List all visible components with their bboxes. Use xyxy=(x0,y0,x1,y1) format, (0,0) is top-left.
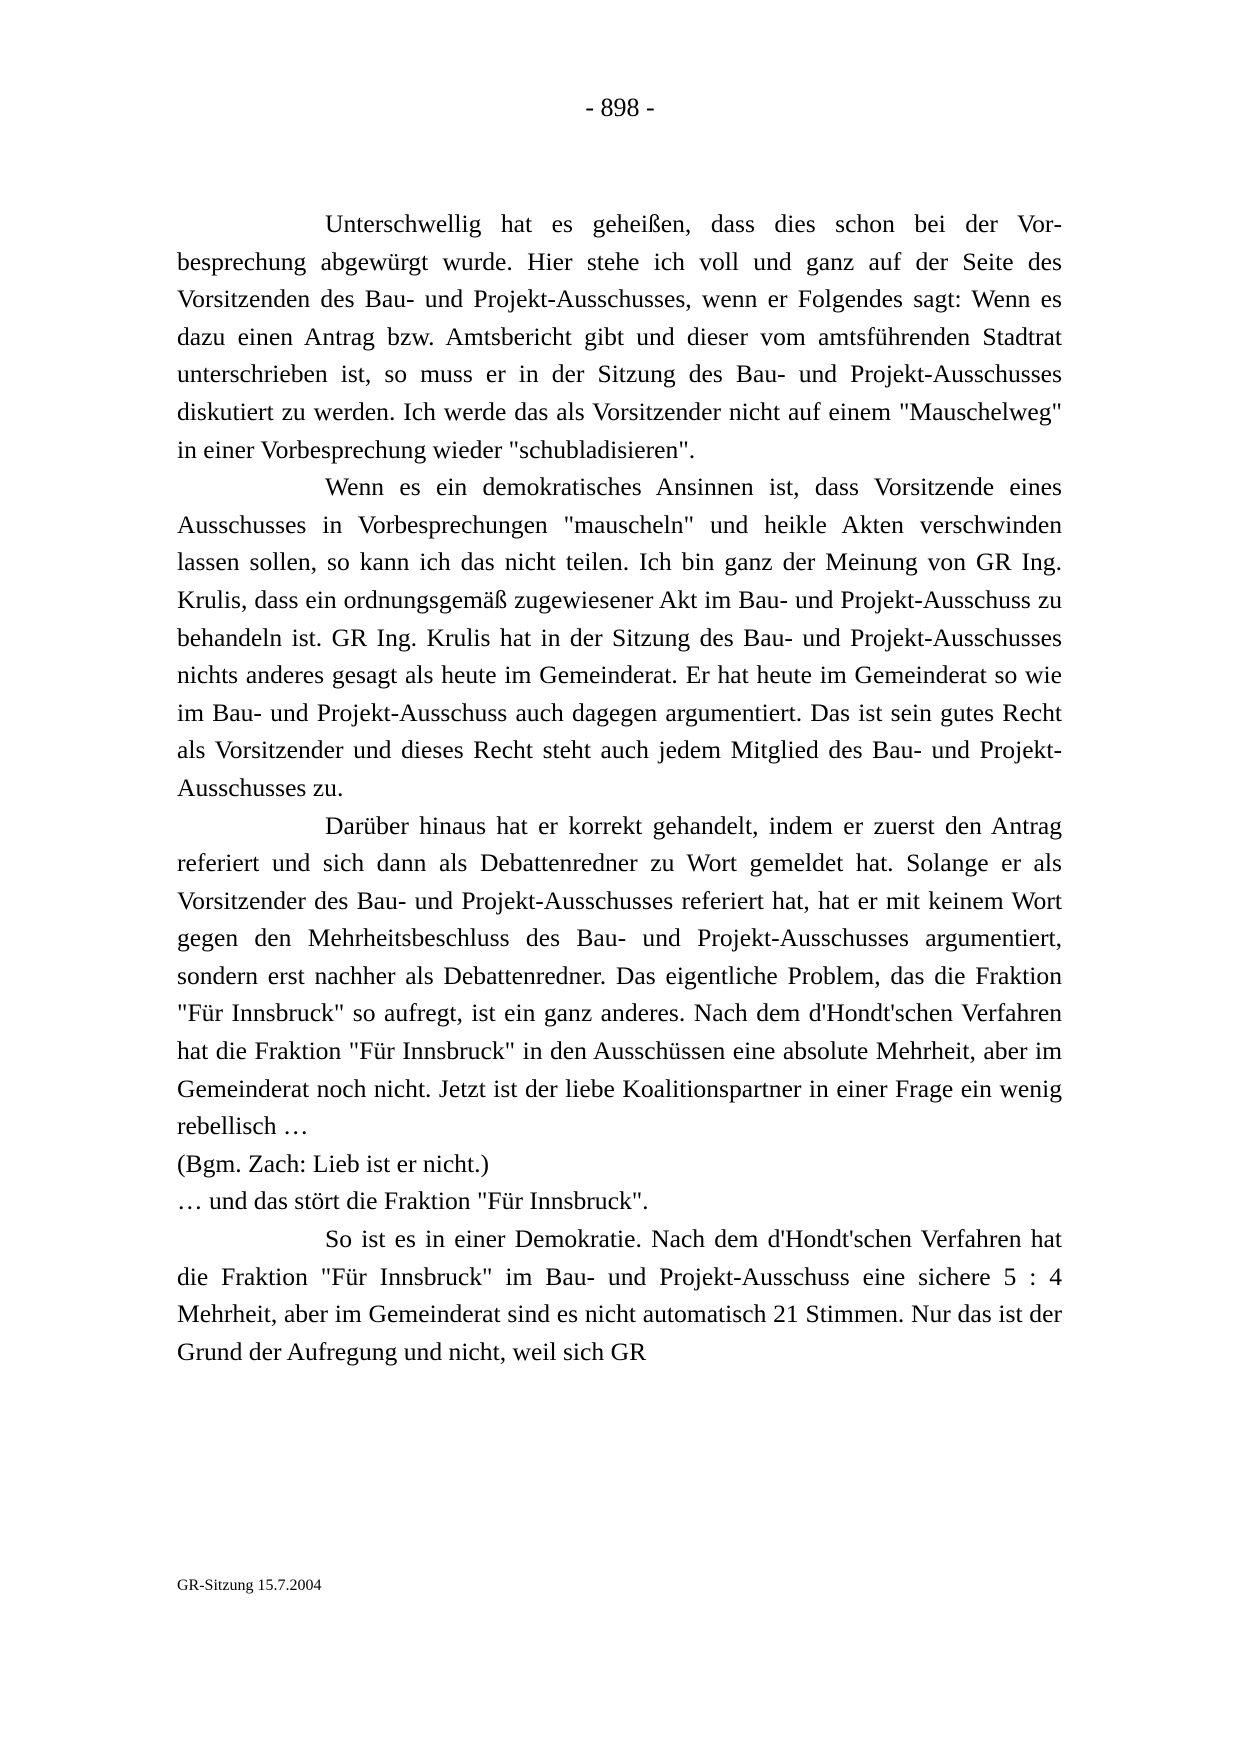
paragraph: Unterschwellig hat es geheißen, dass dies schon bei der Vorbesprechung abgewürgt wurde. Hier stehe ich voll und ganz auf der Seite des Vorsitzenden des Bau- und Projekt-Ausschusses, wenn er Folgendes sagt: Wenn es dazu einen Antrag bzw. Amtsbericht gibt und dieser vom amtsführenden Stadtrat unterschrieben ist, so muss er in der Sitzung des Bau- und Projekt-Ausschusses diskutiert zu werden. Ich werde das als Vorsitzender nicht auf einem "Mauschelweg" in einer Vorbesprechung wieder "schubladisieren". xyxy=(177,209,1062,464)
paragraph: Darüber hinaus hat er korrekt gehandelt, indem er zuerst den Antrag referiert und sich dann als Debattenredner zu Wort gemeldet hat. Solange er als Vorsitzender des Bau- und Projekt-Ausschusses referiert hat, hat er mit keinem Wort gegen den Mehrheitsbeschluss des Bau- und Projekt-Ausschusses argumentiert, sondern erst nachher als Debattenredner. Das eigentliche Problem, das die Fraktion "Für Innsbruck" so aufregt, ist ein ganz anderes. Nach dem d'Hondt'schen Verfahren hat die Fraktion "Für Innsbruck" in den Ausschüssen eine absolute Mehrheit, aber im Gemeinderat noch nicht. Jetzt ist der liebe Koalitionspartner in einer Frage ein wenig rebellisch … xyxy=(177,810,1062,1141)
paragraph-continuation: … und das stört die Fraktion "Für Innsbruck". xyxy=(177,1186,649,1216)
page-number: - 898 - xyxy=(585,93,655,122)
paragraph: So ist es in einer Demokratie. Nach dem d'Hondt'schen Verfahren hat die Fraktion "Für Innsbruck" im Bau- und Projekt-Ausschuss eine sichere 5 : 4 Mehrheit, aber im Gemeinderat sind es nicht automatisch 21 Stimmen. Nur das ist der Grund der Aufregung und nicht, weil sich GR xyxy=(177,1224,1062,1366)
footer-session-date: GR-Sitzung 15.7.2004 xyxy=(177,1577,322,1594)
document-body xyxy=(177,205,1062,1370)
paragraph: Wenn es ein demokratisches Ansinnen ist, dass Vorsitzende eines Ausschusses in Vorbesprechungen "mauscheln" und heikle Akten verschwinden lassen sollen, so kann ich das nicht teilen. Ich bin ganz der Meinung von GR Ing. Krulis, dass ein ordnungsgemäß zugewiesener Akt im Bau- und Projekt-Ausschuss zu behandeln ist. GR Ing. Krulis hat in der Sitzung des Bau- und Projekt-Ausschusses nichts anderes gesagt als heute im Gemeinderat. Er hat heute im Gemeinderat so wie im Bau- und Projekt-Ausschuss auch dagegen argumentiert. Das ist sein gutes Recht als Vorsitzender und dieses Recht steht auch jedem Mitglied des Bau- und Projekt-Ausschusses zu. xyxy=(177,472,1062,802)
interjection: (Bgm. Zach: Lieb ist er nicht.) xyxy=(177,1148,490,1178)
